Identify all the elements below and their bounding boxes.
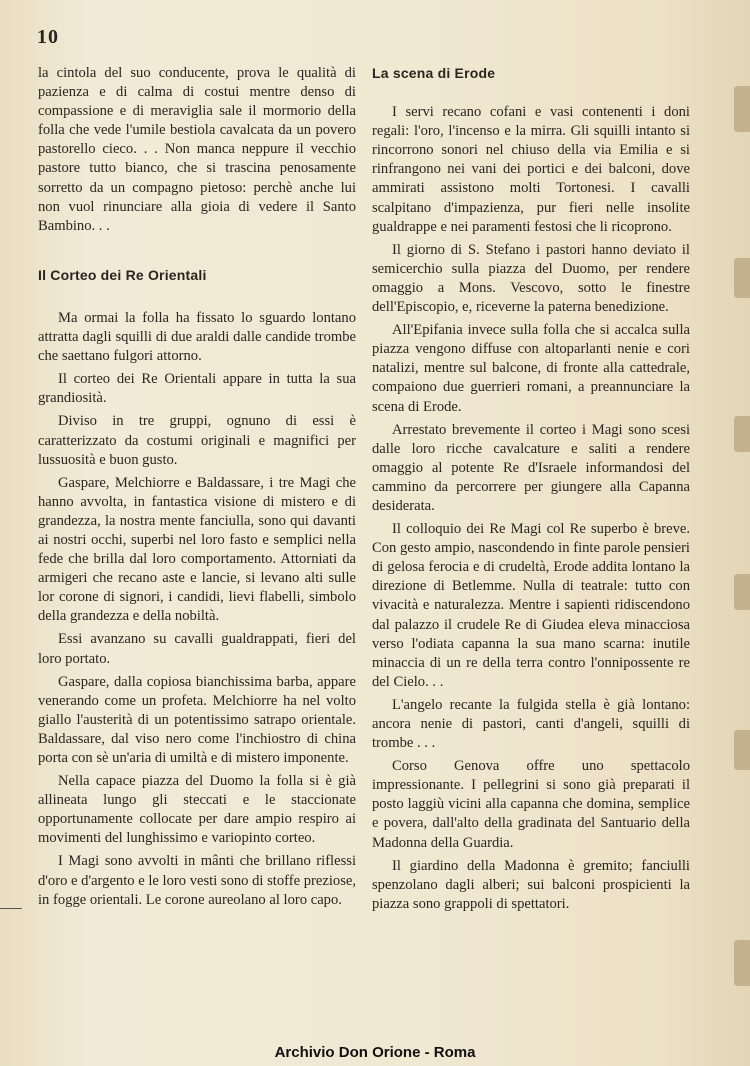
- paragraph: All'Epifania invece sulla folla che si accalca sulla piazza vengono diffuse con altoparlanti nenie e cori natalizi, mentre sul balcone, di fronte alla cattedrale, compaiono due guerrieri romani, a preannunciare la scena di Erode.: [372, 322, 690, 415]
- page-number: 10: [37, 26, 59, 48]
- paragraph: Il giorno di S. Stefano i pastori hanno deviato il semicerchio sulla piazza del Duomo, per rendere omaggio a Mons. Vescovo, sotto le finestre dell'Episcopio, e, riceverne la paterna benedizione.: [372, 241, 690, 316]
- right-column: [372, 64, 690, 918]
- paragraph: Essi avanzano su cavalli gualdrappati, fieri del loro portato.: [38, 631, 356, 667]
- paragraph: I Magi sono avvolti in mânti che brillano riflessi d'oro e d'argento e le loro vesti sono di stoffe preziose, in fogge orientali. Le corone aureolano al loro capo.: [38, 853, 356, 908]
- paragraph: Il giardino della Madonna è gremito; fanciulli spenzolano dagli alberi; sui balconi prospicienti la piazza sono grappoli di spettatori.: [372, 857, 690, 912]
- intro-paragraph: la cintola del suo conducente, prova le qualità di pazienza e di calma di costui mentre denso di compassione e di meraviglia sale il mormorio della folla che vede l'umile bestiola cavalcata da un povero pastorello cieco. . . Non manca neppure il vecchio pastore tutto bianco, che si trascina penosamente sorretto da un compagno pietoso: perchè anche lui non vuol rinunciare alla gioia di vedere il Santo Bambino. . .: [38, 65, 356, 234]
- paragraph: Nella capace piazza del Duomo la folla si è già allineata lungo gli steccati e le staccionate opportunamente collocate per dare ampio respiro ai movimenti del lunghissimo e variopinto corteo.: [38, 773, 356, 847]
- paragraph: Diviso in tre gruppi, ognuno di essi è caratterizzato da costumi originali e magnifici per lussuosità e buon gusto.: [38, 413, 356, 468]
- left-column: [38, 64, 356, 914]
- paragraph: Il colloquio dei Re Magi col Re superbo è breve. Con gesto ampio, nascondendo in finte parole pensieri di gelosa ferocia e di crudeltà, Erode addita lontano la direzione di Betlemme. Nulla di teatrale: tutto con vivacità e naturalezza. Mentre i sapienti ridiscendono dal palazzo il crudele Re di Giudea eleva minacciosa verso l'odiata capanna la sua mano scarna: inutile minaccia di un re della terra contro l'onnipossente re del Cielo. . .: [372, 521, 690, 690]
- page-edge-mark: [734, 574, 750, 610]
- paragraph: Gaspare, Melchiorre e Baldassare, i tre Magi che hanno avvolta, in fantastica visione di mistero e di grandezza, la nostra mente fanciulla, sono qui davanti ai nostri occhi, superbi nel loro fasto e semplici nella fede che brilla dal loro comportamento. Attorniati da armigeri che recano aste e lancie, si levano alti sulle lor corone di signori, i candidi, lievi flabelli, simbolo della grandezza e della nobiltà.: [38, 474, 356, 625]
- paragraph: Ma ormai la folla ha fissato lo sguardo lontano attratta dagli squilli di due araldi dalle candide trombe che saettano fulgori attorno.: [38, 309, 356, 365]
- archive-footer: Archivio Don Orione - Roma: [274, 1044, 476, 1061]
- paragraph: Arrestato brevemente il corteo i Magi sono scesi dalle loro ricche cavalcature e saliti a rendere omaggio al potente Re d'Israele informandosi del cammino da percorrere per giungere alla Capanna desiderata.: [372, 421, 690, 514]
- paragraph: Corso Genova offre uno spettacolo impressionante. I pellegrini si sono già preparati il posto laggiù vicini alla capanna che domina, semplice e povera, dall'alto della gradinata del Santuario della Madonna della Guardia.: [372, 758, 690, 851]
- paragraph: Il corteo dei Re Orientali appare in tutta la sua grandiosità.: [38, 371, 356, 407]
- margin-rule: [0, 908, 22, 909]
- paragraph: L'angelo recante la fulgida stella è già lontano: ancora nenie di pastori, canti d'angeli, squilli di trombe . . .: [372, 696, 690, 752]
- page-edge-mark: [734, 258, 750, 298]
- paragraph: I servi recano cofani e vasi contenenti i doni regali: l'oro, l'incenso e la mirra. Gli squilli intanto si rincorrono sonori nel chiuso della via Emilia e si rinfrangono nei vani dei portici e dei balconi, dove ammirati assistono molti Tortonesi. I cavalli scalpitano d'impazienza, pur fieri nelle insolite gualdrappe e nei paramenti festosi che li ricoprono.: [372, 104, 690, 235]
- page-edge-mark: [734, 86, 750, 132]
- section-heading-erode: La scena di Erode: [372, 65, 496, 81]
- paragraph: Gaspare, dalla copiosa bianchissima barba, appare venerando come un profeta. Melchiorre ha nel volto giallo l'austerità di un potentissimo satrapo orientale. Baldassare, dal viso nero come l'inchiostro di china porta con sè un'aria di umiltà e di mistero imponente.: [38, 673, 356, 766]
- page-edge-mark: [734, 730, 750, 770]
- section-heading-corteo: Il Corteo dei Re Orientali: [38, 266, 207, 283]
- page-edge-mark: [734, 416, 750, 452]
- page-edge-mark: [734, 940, 750, 986]
